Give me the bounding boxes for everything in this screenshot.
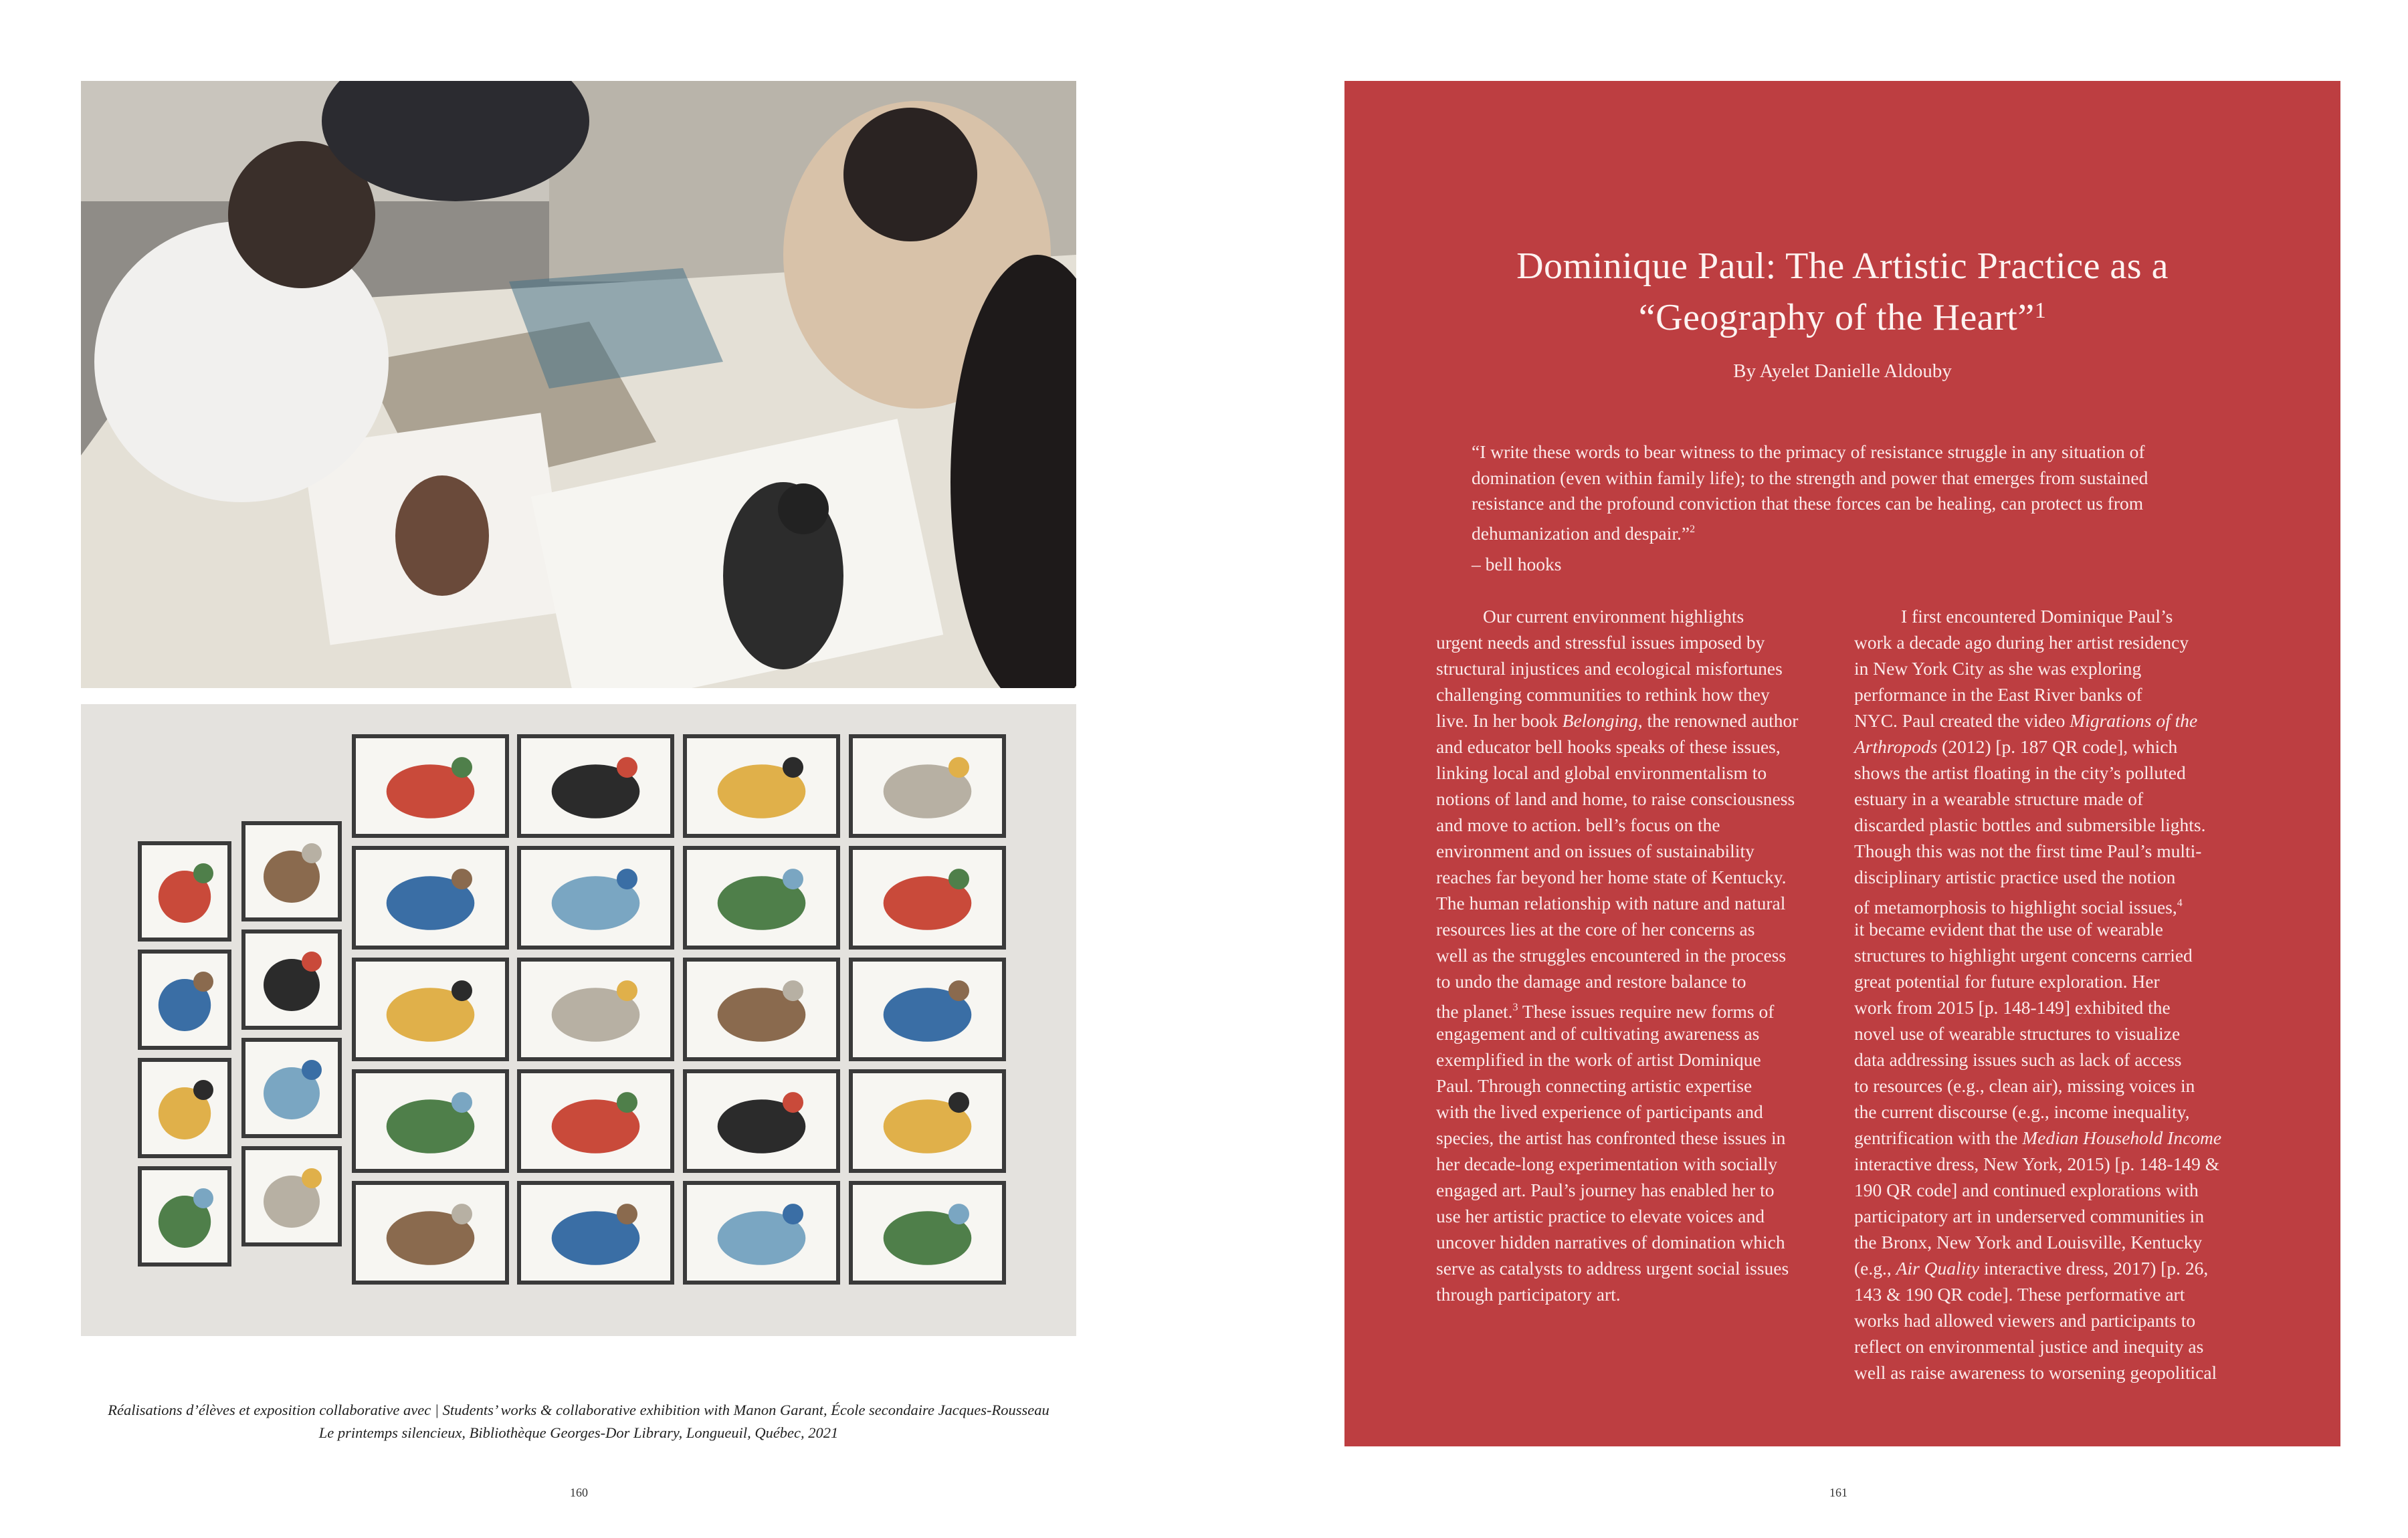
exhibition-photo: [81, 704, 1076, 1336]
body-line: to resources (e.g., clean air), missing voices in: [1854, 1075, 2195, 1096]
article-title-line-1: Dominique Paul: The Artistic Practice as a: [1516, 245, 2169, 287]
body-line: urgent needs and stressful issues imposed by: [1436, 632, 1765, 653]
page-number-right: 161: [1829, 1486, 1847, 1499]
body-line: engagement and of cultivating awareness as: [1436, 1023, 1760, 1044]
body-line: challenging communities to rethink how they: [1436, 684, 1770, 705]
body-line: great potential for future exploration. Her: [1854, 971, 2160, 992]
page-number-left: 160: [570, 1486, 588, 1499]
body-line: (e.g., Air Quality interactive dress, 2017) [p. 26,: [1854, 1258, 2209, 1279]
body-line: gentrification with the Median Household Income: [1854, 1127, 2222, 1148]
body-line: it became evident that the use of wearable: [1854, 919, 2163, 940]
body-line: interactive dress, New York, 2015) [p. 148-149 &: [1854, 1154, 2220, 1174]
body-line: performance in the East River banks of: [1854, 684, 2142, 705]
body-line: uncover hidden narratives of domination which: [1436, 1232, 1785, 1252]
body-line: to undo the damage and restore balance to: [1436, 971, 1746, 992]
body-line: I first encountered Dominique Paul’s: [1901, 606, 2173, 627]
body-line: linking local and global environmentalism to: [1436, 762, 1767, 783]
body-line: work from 2015 [p. 148-149] exhibited the: [1854, 997, 2171, 1018]
body-line: shows the artist floating in the city’s polluted: [1854, 762, 2186, 783]
body-line: well as the struggles encountered in the process: [1436, 945, 1787, 966]
body-line: 190 QR code] and continued explorations with: [1854, 1180, 2199, 1200]
body-line: notions of land and home, to raise consciousness: [1436, 788, 1795, 809]
body-line: and educator bell hooks speaks of these issues,: [1436, 736, 1781, 757]
body-line: data addressing issues such as lack of access: [1854, 1049, 2182, 1070]
body-line: exemplified in the work of artist Dominique: [1436, 1049, 1761, 1070]
body-line: novel use of wearable structures to visualize: [1854, 1023, 2181, 1044]
caption-line-1: Réalisations d’élèves et exposition collaborative avec | Students’ works & collaborative exhibition with Manon Garant, École secondaire Jacques-Rousseau: [108, 1402, 1049, 1418]
workshop-photo: [81, 81, 1076, 688]
body-line: Our current environment highlights: [1483, 606, 1744, 627]
body-line: and move to action. bell’s focus on the: [1436, 814, 1720, 835]
footnote-ref-1: 1: [2034, 298, 2047, 323]
body-column-right: [1854, 603, 2222, 1386]
body-line: species, the artist has confronted these issues in: [1436, 1127, 1786, 1148]
body-line: The human relationship with nature and natural: [1436, 893, 1786, 913]
body-line: live. In her book Belonging, the renowned author: [1436, 710, 1799, 731]
body-line: NYC. Paul created the video Migrations of the: [1854, 710, 2198, 731]
body-column-left: [1436, 603, 1799, 1307]
body-line: environment and on issues of sustainability: [1436, 841, 1754, 861]
body-line: Arthropods (2012) [p. 187 QR code], which: [1854, 736, 2178, 757]
caption-line-2: Le printemps silencieux, Bibliothèque Georges-Dor Library, Longueuil, Québec, 2021: [318, 1424, 839, 1441]
article-panel: [1344, 81, 2340, 1446]
body-line: 143 & 190 QR code]. These performative art: [1854, 1284, 2185, 1305]
body-line: the current discourse (e.g., income inequality,: [1854, 1101, 2190, 1122]
body-line: resources lies at the core of her concerns as: [1436, 919, 1755, 940]
footnote-ref-2: 2: [1690, 523, 1696, 535]
body-line: Paul. Through connecting artistic expertise: [1436, 1075, 1752, 1096]
byline: By Ayelet Danielle Aldouby: [1733, 360, 1952, 382]
body-line: structural injustices and ecological misfortunes: [1436, 658, 1783, 679]
body-line: with the lived experience of participants and: [1436, 1101, 1763, 1122]
bird-collage-wall-image-icon: [81, 704, 1076, 1336]
body-line: engaged art. Paul’s journey has enabled her to: [1436, 1180, 1775, 1200]
body-line: participatory art in underserved communities in: [1854, 1206, 2205, 1226]
body-line: serve as catalysts to address urgent social issues: [1436, 1258, 1789, 1279]
body-line: Though this was not the first time Paul’s multi-: [1854, 841, 2202, 861]
body-line: structures to highlight urgent concerns carried: [1854, 945, 2193, 966]
body-line: estuary in a wearable structure made of: [1854, 788, 2144, 809]
body-line: works had allowed viewers and participants to: [1854, 1310, 2196, 1331]
body-line: the planet.$^3$ These issues require new forms of: [1436, 1001, 1775, 1022]
body-line: the Bronx, New York and Louisville, Kentucky: [1854, 1232, 2203, 1252]
body-line: her decade-long experimentation with socially: [1436, 1154, 1778, 1174]
body-line: reflect on environmental justice and inequity as: [1854, 1336, 2204, 1357]
body-line: discarded plastic bottles and submersible lights.: [1854, 814, 2206, 835]
body-line: reaches far beyond her home state of Kentucky.: [1436, 867, 1787, 887]
students-workshop-image-icon: [81, 81, 1076, 688]
body-line: disciplinary artistic practice used the notion: [1854, 867, 2176, 887]
body-line: use her artistic practice to elevate voices and: [1436, 1206, 1765, 1226]
body-line: well as raise awareness to worsening geopolitical: [1854, 1362, 2217, 1383]
article-title-line-2: “Geography of the Heart”$^1$: [1638, 297, 2047, 338]
body-line: of metamorphosis to highlight social issues,$^4$: [1854, 897, 2183, 917]
epigraph-source: – bell hooks: [1472, 554, 1562, 574]
body-line: in New York City as she was exploring: [1854, 658, 2142, 679]
body-line: work a decade ago during her artist residency: [1854, 632, 2189, 653]
body-line: through participatory art.: [1436, 1284, 1621, 1305]
epigraph-quote: “I write these words to bear witness to the primacy of resistance struggle in any situation of domination (even within family life); to the strength and power that emerges from sustained resistance and the profound conviction that these forces can be healing, can protect us from dehumanization and despair.”$^2$: [1472, 441, 2148, 544]
